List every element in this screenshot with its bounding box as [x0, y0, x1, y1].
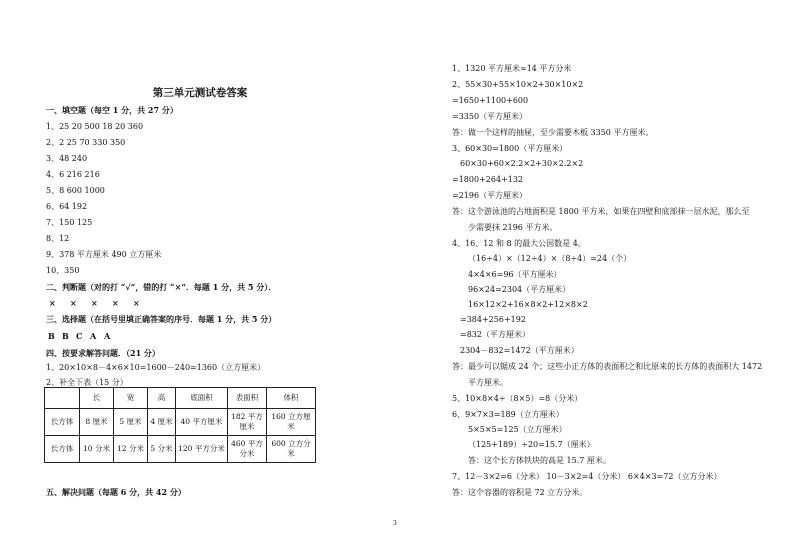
solution-line: 2、55×30+55×10×2+30×10×2: [452, 80, 584, 89]
solution-line: =1800+264+132: [452, 175, 524, 184]
choice-3: C: [76, 331, 83, 341]
solution-line: 5、10×8×4÷（8×5）=8（分米）: [452, 394, 583, 403]
table-header: 高: [148, 388, 176, 409]
fill-answer-6: 6、64 192: [46, 202, 88, 211]
solution-line: 3、60×30=1800（平方厘米）: [452, 144, 568, 153]
solution-line: 96×24=2304（平方厘米）: [468, 285, 571, 294]
solution-line: 16×12×2+16×8×2+12×8×2: [468, 300, 588, 309]
table-header: 体积: [267, 388, 316, 409]
solution-line: =3350（平方厘米）: [452, 112, 528, 121]
table-cell: 5 厘米: [114, 409, 148, 436]
table-cell: 182 平方厘米: [228, 409, 267, 436]
solution-line: =832（平方厘米）: [460, 330, 530, 339]
section4-line-2: 2、补全下表（15 分）: [46, 378, 128, 387]
mark-2: ×: [70, 298, 77, 308]
mark-3: ×: [91, 298, 98, 308]
choice-2: B: [62, 331, 69, 341]
table-cell: 10 分米: [80, 436, 114, 463]
table-cell: 600 立方分米: [267, 436, 316, 463]
solution-line: 2304－832=1472（平方厘米）: [460, 346, 579, 355]
section2-heading: 二、判断题（对的打 “√”，错的打 “×”．每题 1 分，共 5 分）．: [46, 282, 277, 292]
mark-5: ×: [133, 298, 140, 308]
section4-heading: 四、按要求解答问题．（21 分）: [46, 348, 160, 358]
solution-line: 60×30+60×2.2×2+30×2.2×2: [460, 159, 584, 168]
fill-answer-9: 9、378 平方厘米 490 立方厘米: [46, 250, 162, 259]
table-cell: 160 立方厘米: [267, 409, 316, 436]
solution-line: 5×5×5=125（立方厘米）: [468, 425, 567, 434]
fill-answer-2: 2、2 25 70 330 350: [46, 138, 126, 147]
solution-line: 7、12－3×2=6（分米） 10－3×2=4（分米） 6×4×3=72（立方分米）: [452, 472, 722, 481]
table-header: [45, 388, 80, 409]
table-cell: 40 平方厘米: [176, 409, 228, 436]
solution-line: （125+189）÷20=15.7（厘米）: [468, 440, 595, 449]
solution-line: =384+256+192: [460, 315, 526, 324]
table-row: [45, 436, 316, 463]
section4-line-1: 1、20×10×8－4×6×10=1600－240=1360（立方厘米）: [46, 363, 266, 372]
solution-line: 答：最少可以锯成 24 个；这些小正方体的表面积之和比原来的长方体的表面积大 1472: [452, 362, 763, 371]
table-cell: 长方体: [45, 436, 80, 463]
table-cell: 长方体: [45, 409, 80, 436]
fill-answer-5: 5、8 600 1000: [46, 186, 105, 195]
choice-5: A: [104, 331, 111, 341]
solution-line: 答：这个游泳池的占地面积是 1800 平方米，如果在四壁和底部抹一层水泥，那么至: [452, 207, 750, 216]
page-number: 3: [393, 520, 397, 527]
solution-line: 答：做一个这样的抽屉，至少需要木板 3350 平方厘米。: [452, 128, 654, 137]
solution-line: 少需要抹 2196 平方米。: [468, 223, 558, 232]
solution-line: =2196（平方厘米）: [452, 191, 528, 200]
table-cell: 5 分米: [148, 436, 176, 463]
solution-line: 平方厘米。: [468, 378, 508, 387]
solution-line: 1、1320 平方厘米≈14 平方分米: [452, 64, 572, 73]
mark-1: ×: [49, 298, 56, 308]
table-cell: 8 厘米: [80, 409, 114, 436]
solution-line: 答：这个容器的容积是 72 立方分米。: [452, 488, 588, 497]
solution-line: 6、9×7×3=189（立方厘米）: [452, 410, 564, 419]
fill-answer-8: 8、12: [46, 234, 70, 243]
solution-line: （16÷4）×（12÷4）×（8÷4）=24（个）: [468, 254, 632, 263]
table-header: 长: [80, 388, 114, 409]
choice-answers: [48, 331, 118, 341]
fill-answer-3: 3、48 240: [46, 154, 88, 163]
fill-answer-10: 10、350: [46, 266, 80, 275]
solution-line: =1650+1100+600: [452, 96, 529, 105]
table-cell: 460 平方分米: [228, 436, 267, 463]
table-cell: 4 厘米: [148, 409, 176, 436]
page-title: 第三单元测试卷答案: [152, 87, 248, 99]
table-cell: 12 分米: [114, 436, 148, 463]
solution-line: 4×4×6=96（平方厘米）: [468, 270, 562, 279]
cuboid-table: [44, 387, 316, 463]
table-cell: 120 平方分米: [176, 436, 228, 463]
fill-answer-1: 1、25 20 500 18 20 360: [46, 122, 144, 131]
table-header: 表面积: [228, 388, 267, 409]
table-row: [45, 409, 316, 436]
judgement-marks: [49, 298, 154, 308]
choice-4: A: [90, 331, 97, 341]
mark-4: ×: [112, 298, 119, 308]
table-header: 宽: [114, 388, 148, 409]
table-header-row: [45, 388, 316, 409]
section3-heading: 三、选择题（在括号里填正确答案的序号．每题 1 分，共 5 分）: [46, 314, 277, 324]
fill-answer-7: 7、150 125: [46, 218, 93, 227]
section1-heading: 一、填空题（每空 1 分，共 27 分）: [46, 105, 178, 115]
fill-answer-4: 4、6 216 216: [46, 170, 100, 179]
solution-line: 答：这个长方体铁块的高是 15.7 厘米。: [468, 456, 611, 465]
section5-heading: 五、解决问题（每题 6 分，共 42 分）: [46, 487, 186, 497]
table-header: 底面积: [176, 388, 228, 409]
solution-line: 4、16、12 和 8 的最大公因数是 4。: [452, 239, 586, 248]
choice-1: B: [48, 331, 55, 341]
